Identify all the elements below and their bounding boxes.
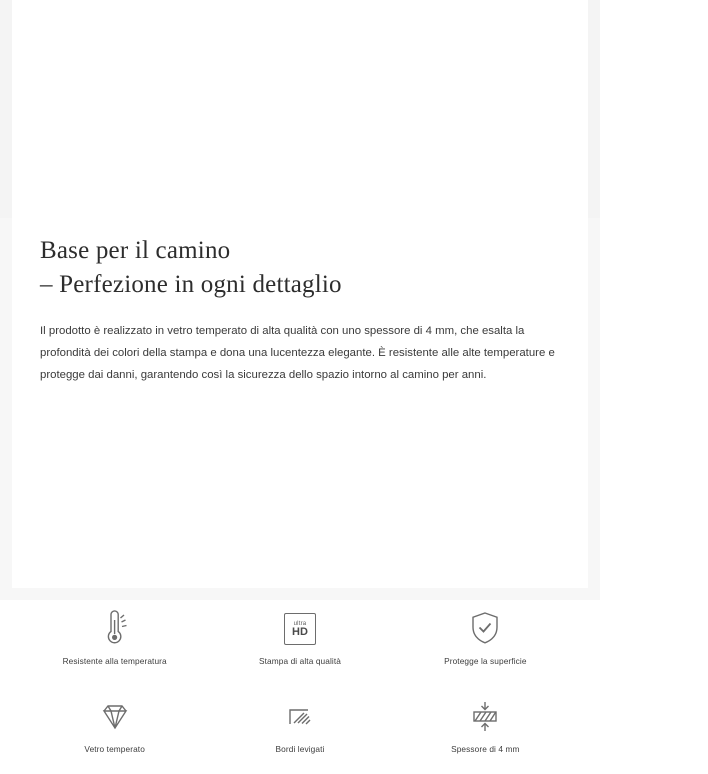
feature-item-surface-protection	[393, 608, 578, 686]
feature-label: Resistente alla temperatura	[62, 656, 167, 666]
shield-check-icon	[468, 608, 502, 650]
headline-line-1: Base per il camino	[40, 237, 231, 264]
feature-label: Protegge la superficie	[444, 656, 527, 666]
ultra-hd-badge-bottom: HD	[292, 625, 308, 638]
thermometer-icon	[98, 608, 132, 650]
headline-line-2: – Perfezione in ogni dettaglio	[40, 271, 342, 298]
content-card	[12, 0, 588, 754]
feature-label: Spessore di 4 mm	[451, 744, 520, 754]
feature-item-temperature	[22, 608, 207, 686]
polished-edges-icon	[282, 696, 318, 738]
diamond-icon	[97, 696, 133, 738]
ultra-hd-icon	[284, 608, 316, 650]
feature-label: Bordi levigati	[275, 744, 325, 754]
feature-item-thickness	[393, 696, 578, 774]
page-title	[12, 218, 588, 302]
feature-item-tempered-glass	[22, 696, 207, 774]
feature-item-print-quality	[207, 608, 392, 686]
content-body	[12, 218, 588, 754]
feature-label: Stampa di alta qualità	[258, 656, 341, 666]
ultra-hd-badge-top: ultra	[293, 620, 307, 627]
feature-item-polished-edges	[207, 696, 392, 774]
feature-label: Vetro temperato	[84, 744, 145, 754]
thickness-arrows-icon	[467, 696, 503, 738]
product-description-text: Il prodotto è realizzato in vetro temperato di alta qualità con uno spessore di 4 mm, che esalta la profondità dei colori della stampa e dona una lucentezza elegante. È resistente alle alte temperature e protegge dai danni, garantendo così la sicurezza dello spazio intorno al camino per anni.	[40, 325, 555, 381]
feature-grid	[12, 608, 588, 774]
